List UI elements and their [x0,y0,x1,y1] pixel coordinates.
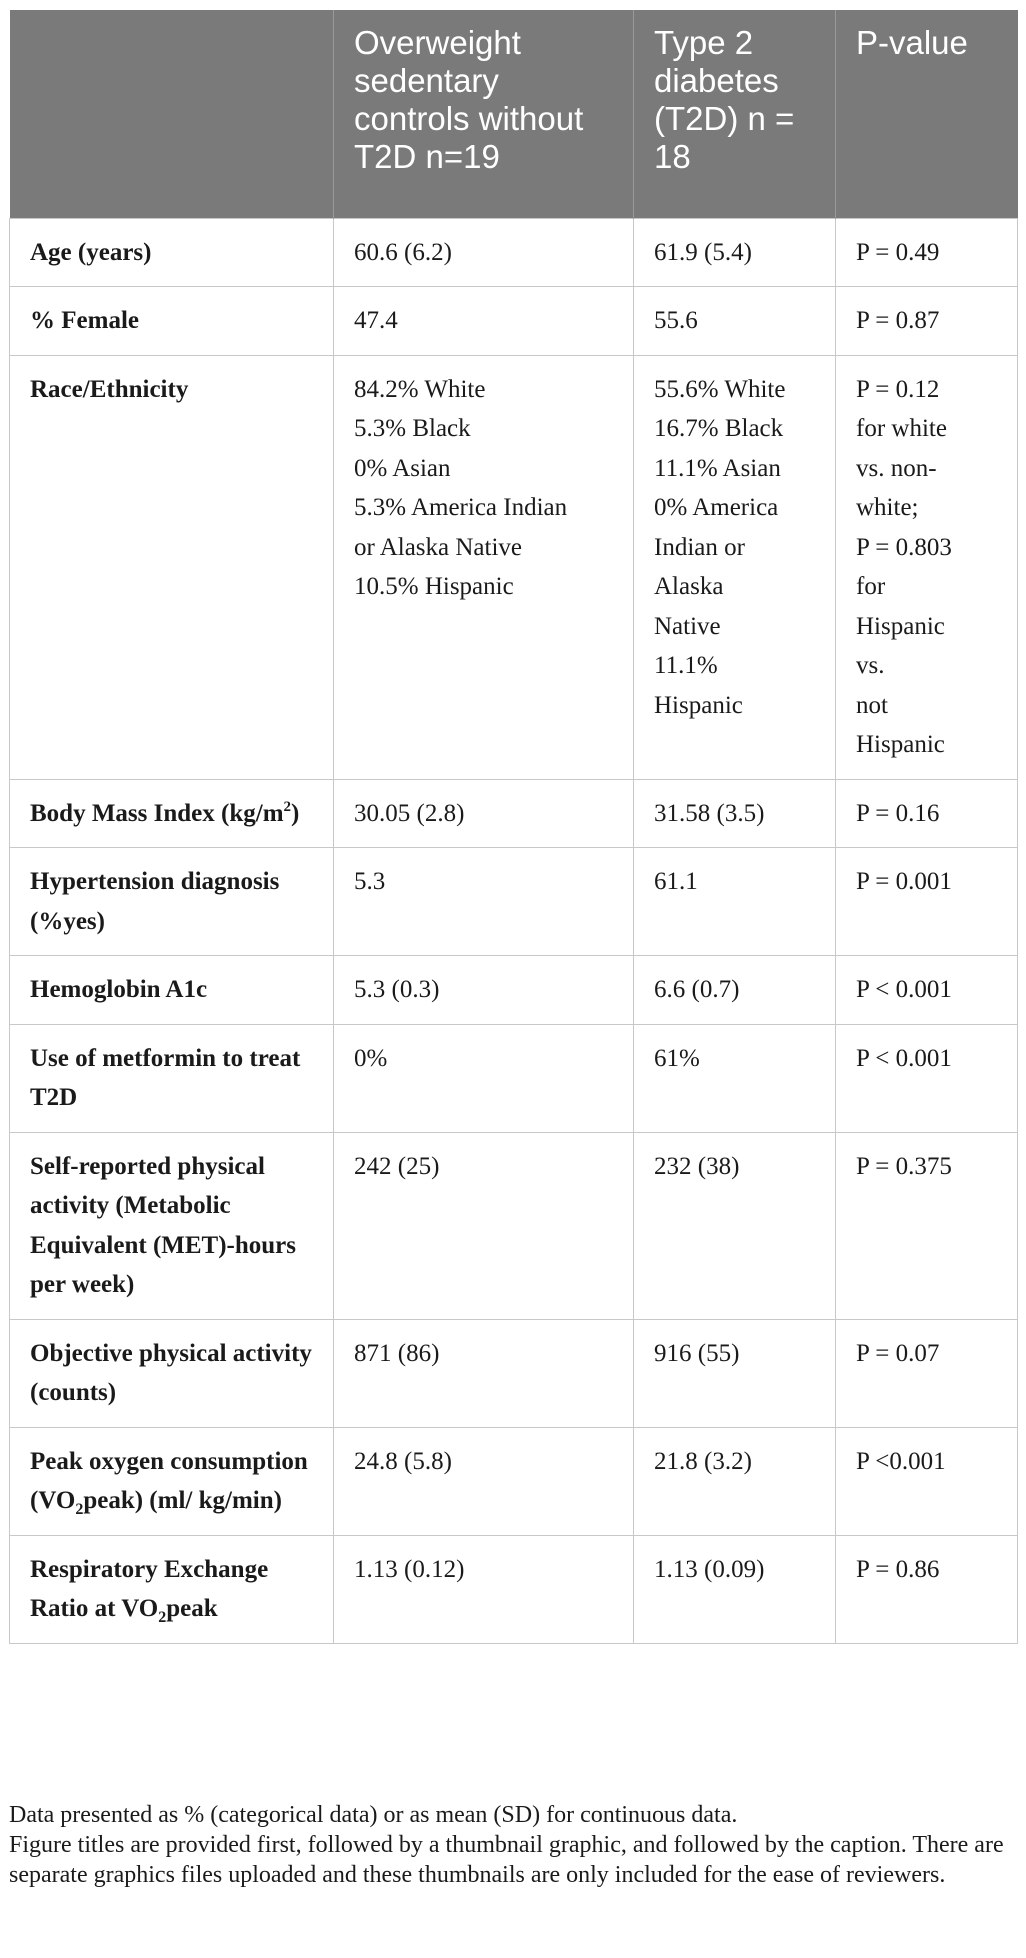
t2d-value: 55.6% White [654,375,786,403]
controls-value-cell [334,1427,634,1535]
controls-value-cell [334,848,634,956]
controls-value: 1.13 (0.12) [354,1555,465,1583]
t2d-value-cell [634,355,836,779]
header-row [10,10,1018,218]
row-label-superscript: 2 [283,798,292,815]
p-value: P = 0.49 [856,238,940,266]
t2d-value-cell [634,1319,836,1427]
controls-value: or Alaska Native [354,533,523,561]
table-row [10,1132,1018,1319]
t2d-value: 31.58 (3.5) [654,799,765,827]
controls-value: 5.3 [354,868,386,895]
controls-value-cell [334,1132,634,1319]
controls-value-cell [334,355,634,779]
row-label [10,848,334,956]
p-value: not [856,691,888,719]
header-t2d: Type 2 diabetes (T2D) n = 18 [634,10,836,218]
t2d-value-cell [634,1132,836,1319]
p-value: P = 0.12 [856,375,940,403]
t2d-value-cell [634,1024,836,1132]
t2d-value-cell [634,956,836,1025]
row-label [10,1319,334,1427]
controls-value: 871 (86) [354,1339,440,1367]
p-value-cell [836,1535,1018,1643]
table-row [10,1319,1018,1427]
row-label [10,218,334,287]
row-label-subscript: 2 [75,1501,84,1518]
p-value: white; [856,494,919,521]
controls-value-cell [334,218,634,287]
t2d-value: 916 (55) [654,1339,740,1367]
p-value: for [856,573,886,600]
row-label [10,1427,334,1535]
p-value: P = 0.87 [856,307,940,334]
p-value: vs. non- [856,454,937,482]
p-value: P = 0.16 [856,799,940,827]
table-row [10,1535,1018,1643]
header-controls: Overweight sedentary controls without T2D n=19 [334,10,634,218]
table-row [10,218,1018,287]
row-label [10,779,334,848]
t2d-value-cell [634,287,836,356]
header-empty [10,10,334,218]
p-value-cell [836,956,1018,1025]
controls-value-cell [334,1319,634,1427]
row-label [10,1535,334,1643]
table-header [10,10,1018,218]
table-row [10,1024,1018,1132]
p-value-cell [836,848,1018,956]
table-body [10,218,1018,1643]
t2d-value: Native [654,612,721,640]
p-value: P < 0.001 [856,976,952,1003]
t2d-value-cell [634,1535,836,1643]
table-row [10,848,1018,956]
controls-value: 30.05 (2.8) [354,799,465,827]
row-label [10,1132,334,1319]
t2d-value: 11.1% Asian [654,454,781,482]
p-value: P = 0.375 [856,1152,952,1180]
row-label-text: Use of metformin to treat T2D [30,1044,301,1111]
t2d-value: 11.1% [654,652,718,679]
controls-value: 5.3% Black [354,415,471,442]
header-p-value: P-value [836,10,1018,218]
row-label-subscript: 2 [158,1609,167,1626]
t2d-value: 21.8 (3.2) [654,1447,752,1475]
controls-value-cell [334,287,634,356]
row-label-text: Self-reported physical activity (Metabolic Equivalent (MET)-hours per week) [30,1152,297,1298]
t2d-value: 61% [654,1044,700,1072]
t2d-value: 61.1 [654,868,698,895]
row-label-text: Objective physical activity (counts) [30,1339,312,1406]
p-value: P = 0.001 [856,868,952,895]
t2d-value: 16.7% Black [654,415,784,442]
row-label-text: % Female [30,307,139,334]
table-row [10,1427,1018,1535]
p-value-cell [836,355,1018,779]
table-row [10,956,1018,1025]
p-value-cell [836,1427,1018,1535]
demographics-table [9,10,1018,1644]
controls-value: 60.6 (6.2) [354,238,452,266]
t2d-value: 6.6 (0.7) [654,976,740,1003]
controls-value: 5.3 (0.3) [354,976,440,1003]
controls-value: 242 (25) [354,1152,440,1180]
controls-value: 5.3% America Indian [354,494,568,521]
controls-value-cell [334,1024,634,1132]
controls-value: 10.5% Hispanic [354,573,514,600]
footnote-line-2: Figure titles are provided first, followed by a thumbnail graphic, and followed by the caption. There are separate graphics files uploaded and these thumbnails are only included for the ease of reviewers. [9,1832,1004,1888]
p-value-cell [836,218,1018,287]
row-label-text: Hypertension diagnosis (%yes) [30,868,280,935]
row-label [10,956,334,1025]
controls-value: 84.2% White [354,375,486,403]
p-value-cell [836,779,1018,848]
t2d-value-cell [634,779,836,848]
row-label-text: Body Mass Index (kg/m [30,799,284,827]
row-label-text: peak) (ml/ kg/min) [83,1487,282,1514]
p-value-cell [836,1319,1018,1427]
row-label-text: Race/Ethnicity [30,375,189,403]
row-label-text: Respiratory Exchange Ratio at VO [30,1555,269,1622]
controls-value: 0% [354,1044,388,1072]
p-value: Hispanic [856,731,945,758]
t2d-value: 0% America [654,494,779,521]
table-row [10,287,1018,356]
p-value: P = 0.86 [856,1555,940,1583]
t2d-value: Hispanic [654,691,743,719]
p-value: P < 0.001 [856,1044,952,1072]
t2d-value: 1.13 (0.09) [654,1555,765,1583]
t2d-value-cell [634,1427,836,1535]
p-value-cell [836,1024,1018,1132]
t2d-value: Alaska [654,573,724,600]
controls-value: 24.8 (5.8) [354,1447,452,1475]
p-value-cell [836,287,1018,356]
p-value: for white [856,415,947,442]
p-value: vs. [856,652,885,679]
footnote-line-1: Data presented as % (categorical data) or as mean (SD) for continuous data. [9,1802,738,1828]
row-label-text: peak [166,1595,218,1622]
table-row [10,779,1018,848]
p-value: P = 0.803 [856,533,952,561]
controls-value: 47.4 [354,307,398,334]
t2d-value-cell [634,848,836,956]
row-label-text: Hemoglobin A1c [30,976,208,1003]
controls-value-cell [334,956,634,1025]
t2d-value: 61.9 (5.4) [654,238,752,266]
row-label [10,355,334,779]
t2d-value: 232 (38) [654,1152,740,1180]
p-value: P = 0.07 [856,1339,940,1367]
t2d-value: Indian or [654,533,745,561]
row-label-text: Age (years) [30,238,152,266]
table-container [9,10,1017,1644]
t2d-value: 55.6 [654,307,698,334]
t2d-value-cell [634,218,836,287]
row-label-text: ) [291,799,300,827]
row-label [10,1024,334,1132]
p-value-cell [836,1132,1018,1319]
p-value: Hispanic [856,612,945,640]
p-value: P <0.001 [856,1447,946,1475]
row-label [10,287,334,356]
table-row [10,355,1018,779]
controls-value-cell [334,779,634,848]
controls-value: 0% Asian [354,454,451,482]
controls-value-cell [334,1535,634,1643]
table-footnote [9,1800,1019,1890]
row-label-text: Peak oxygen consumption (VO [30,1447,308,1514]
